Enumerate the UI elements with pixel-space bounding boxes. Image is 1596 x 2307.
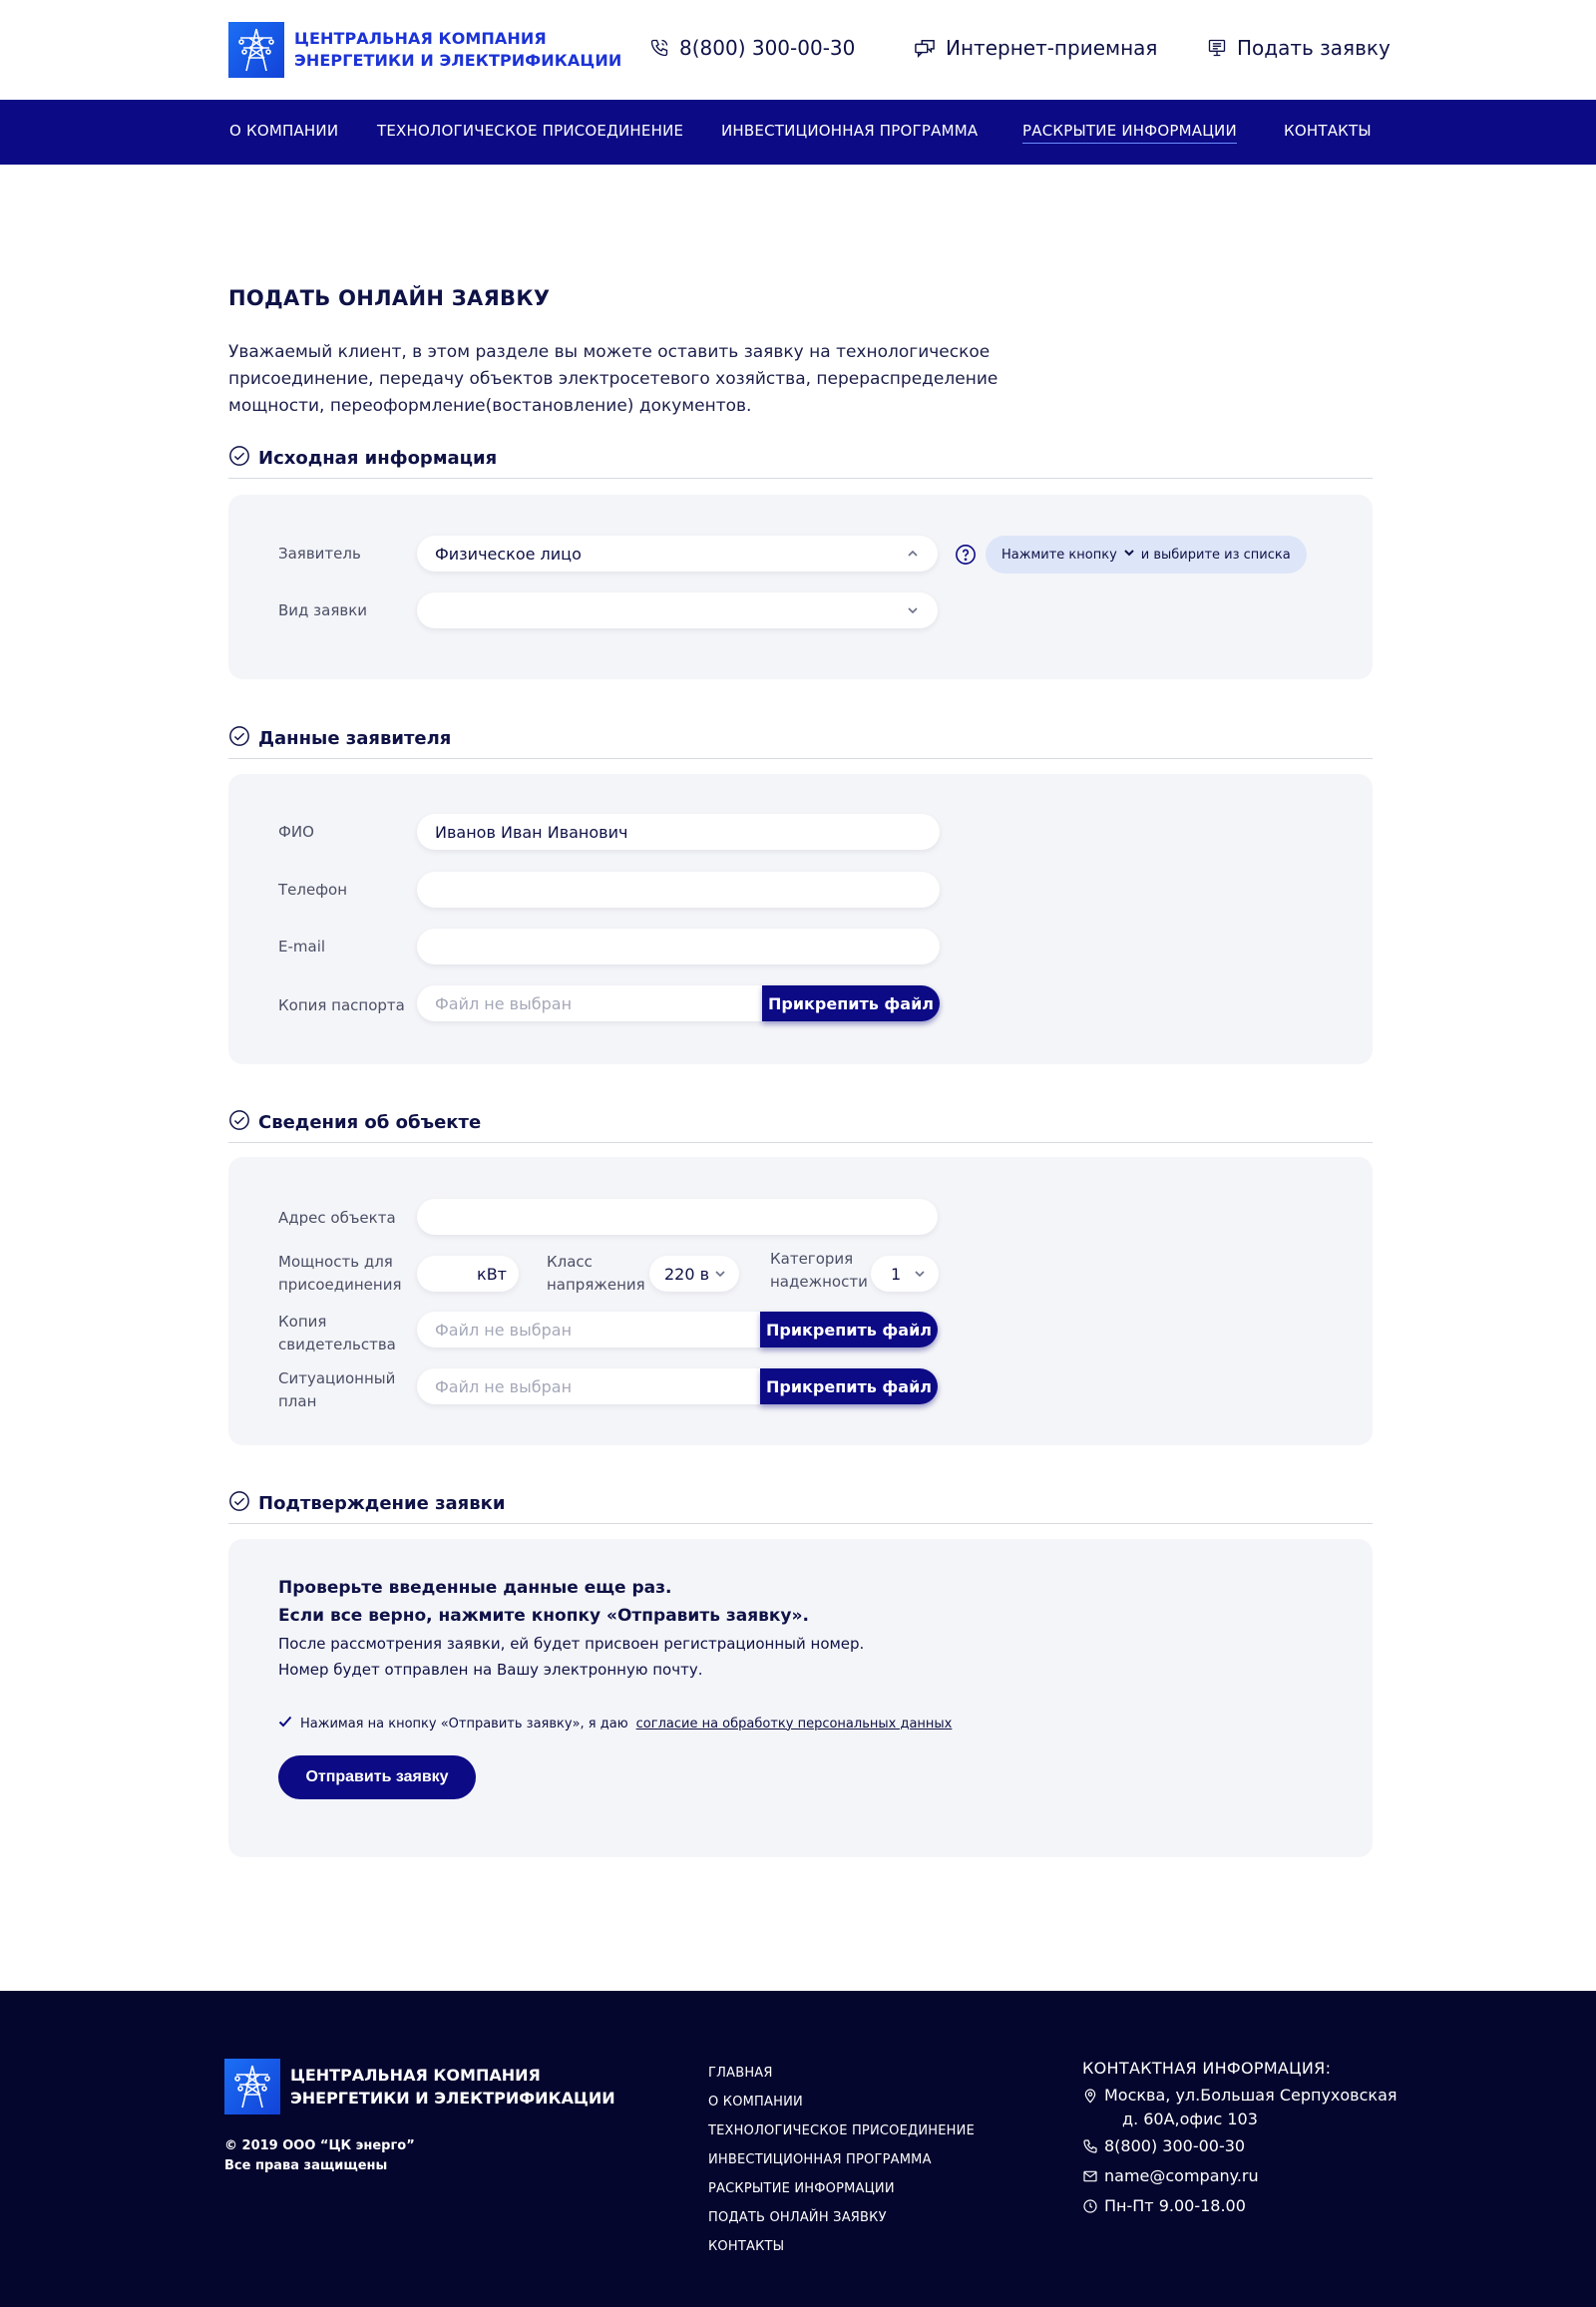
chevron-down-icon	[913, 1267, 927, 1281]
footer-logo-line-2: ЭНЕРГЕТИКИ И ЭЛЕКТРИФИКАЦИИ	[290, 2089, 615, 2108]
address-line-1: Москва, ул.Большая Серпуховская	[1104, 2086, 1397, 2105]
applicant-value: Физическое лицо	[435, 544, 582, 564]
address-text	[1104, 2084, 1397, 2131]
phone-input[interactable]	[417, 872, 940, 908]
consent-checkbox-check-icon[interactable]	[278, 1716, 292, 1731]
section-confirm-head	[228, 1490, 1373, 1524]
power-label	[278, 1251, 401, 1297]
footer-phone-text: 8(800) 300-00-30	[1104, 2136, 1246, 2155]
copyright-line-1: © 2019 ООО “ЦК энерго”	[224, 2138, 415, 2153]
logo-line-1: ЦЕНТРАЛЬНАЯ КОМПАНИЯ	[294, 29, 547, 48]
applicant-select[interactable]	[417, 536, 938, 572]
check-circle-icon	[228, 1109, 250, 1136]
footer-logo[interactable]	[224, 2059, 615, 2115]
address-line-2: д. 60А,офис 103	[1122, 2110, 1258, 2128]
intro-text: Уважаемый клиент, в этом разделе вы можете оставить заявку на технологическое присоединение, передачу объектов электросетевого хозяйства, перераспределение мощности, переоформление(востановление) документов.	[228, 342, 998, 416]
contacts-title: КОНТАКТНАЯ ИНФОРМАЦИЯ:	[1082, 2059, 1332, 2078]
footer-email-text: name@company.ru	[1104, 2166, 1259, 2185]
site-plan-file-input[interactable]	[417, 1368, 938, 1404]
nav-item-contacts[interactable]: КОНТАКТЫ	[1284, 122, 1372, 140]
footer-nav-disclosure[interactable]: РАСКРЫТИЕ ИНФОРМАЦИИ	[708, 2181, 895, 2196]
email-input[interactable]	[417, 929, 940, 964]
section-object-head	[228, 1109, 1373, 1143]
voltage-label-line-1: Класс	[547, 1253, 593, 1271]
passport-attach-button[interactable]: Прикрепить файл	[762, 985, 940, 1021]
power-input[interactable]	[417, 1256, 519, 1292]
section-title: Исходная информация	[258, 448, 498, 469]
plan-attach-button[interactable]: Прикрепить файл	[760, 1368, 938, 1404]
consent-row	[278, 1716, 952, 1731]
reliability-label-line-2: надежности	[770, 1273, 868, 1291]
confirm-note-2: Номер будет отправлен на Вашу электронную почту.	[278, 1661, 703, 1679]
footer-nav-about[interactable]: О КОМПАНИИ	[708, 2095, 803, 2110]
voltage-value: 220 в	[664, 1264, 710, 1284]
nav-item-tech-connection[interactable]: ТЕХНОЛОГИЧЕСКОЕ ПРИСОЕДИНЕНИЕ	[377, 122, 684, 140]
section-title: Сведения об объекте	[258, 1112, 482, 1133]
confirm-heading-2: Если все верно, нажмите кнопку «Отправить заявку».	[278, 1606, 809, 1626]
address-label: Адрес объекта	[278, 1209, 396, 1227]
footer-nav-investment[interactable]: ИНВЕСТИЦИОННАЯ ПРОГРАММА	[708, 2152, 932, 2167]
passport-label: Копия паспорта	[278, 996, 405, 1014]
certificate-label-line-2: свидетельства	[278, 1336, 396, 1353]
confirm-note-1: После рассмотрения заявки, ей будет присвоен регистрационный номер.	[278, 1635, 865, 1653]
address-input[interactable]	[417, 1199, 938, 1235]
reliability-label	[770, 1248, 868, 1294]
header-reception-text: Интернет-приемная	[946, 36, 1158, 60]
hint-text-1: Нажмите кнопку	[1001, 547, 1117, 563]
power-unit: кВт	[477, 1264, 507, 1284]
voltage-label	[547, 1251, 645, 1297]
submit-request-button[interactable]: Отправить заявку	[278, 1755, 476, 1799]
site-plan-label	[278, 1367, 395, 1413]
section-title: Данные заявителя	[258, 728, 452, 749]
email-label: E-mail	[278, 938, 326, 956]
plan-placeholder: Файл не выбран	[435, 1376, 573, 1396]
footer-phone[interactable]	[1082, 2134, 1397, 2161]
fio-value: Иванов Иван Иванович	[435, 822, 628, 842]
footer-nav-home[interactable]: ГЛАВНАЯ	[708, 2066, 773, 2081]
hint-text-2: и выбирите из списка	[1140, 547, 1291, 563]
phone-icon	[1082, 2134, 1098, 2161]
nav-item-investment[interactable]: ИНВЕСТИЦИОННАЯ ПРОГРАММА	[721, 122, 979, 140]
certificate-attach-button[interactable]: Прикрепить файл	[760, 1312, 938, 1347]
section-title: Подтверждение заявки	[258, 1493, 506, 1514]
header-submit-text: Подать заявку	[1237, 36, 1391, 60]
section-applicant-head	[228, 725, 1373, 759]
chevron-down-icon	[1123, 547, 1135, 563]
applicant-label: Заявитель	[278, 545, 361, 563]
check-circle-icon	[228, 1490, 250, 1517]
chevron-down-icon	[906, 603, 920, 617]
nav-item-about[interactable]: О КОМПАНИИ	[229, 122, 339, 140]
footer-hours-text: Пн-Пт 9.00-18.00	[1104, 2196, 1246, 2215]
consent-link[interactable]: согласие на обработку персональных данных	[635, 1716, 953, 1731]
power-label-line-1: Мощность для	[278, 1253, 393, 1271]
plan-label-line-2: план	[278, 1392, 317, 1410]
help-question-icon[interactable]	[955, 544, 977, 570]
phone-label: Телефон	[278, 881, 348, 899]
footer-email[interactable]	[1082, 2164, 1397, 2191]
clock-icon	[1082, 2194, 1098, 2221]
reliability-label-line-1: Категория	[770, 1250, 854, 1268]
mail-icon	[1082, 2164, 1098, 2191]
reliability-select[interactable]	[871, 1256, 939, 1292]
confirm-heading-1: Проверьте введенные данные еще раз.	[278, 1578, 672, 1598]
footer-logo-text	[290, 2064, 615, 2110]
footer-nav-contacts[interactable]: КОНТАКТЫ	[708, 2239, 785, 2254]
logo-line-2: ЭНЕРГЕТИКИ И ЭЛЕКТРИФИКАЦИИ	[294, 51, 622, 70]
chevron-down-icon	[713, 1267, 727, 1281]
certificate-label	[278, 1311, 396, 1356]
fio-input[interactable]	[417, 814, 940, 850]
passport-placeholder: Файл не выбран	[435, 993, 573, 1013]
footer-logo-line-1: ЦЕНТРАЛЬНАЯ КОМПАНИЯ	[290, 2066, 541, 2085]
voltage-select[interactable]	[649, 1256, 739, 1292]
power-tower-logo-icon	[224, 2059, 280, 2115]
reliability-value: 1	[891, 1264, 902, 1284]
request-type-select[interactable]	[417, 592, 938, 628]
power-label-line-2: присоединения	[278, 1276, 402, 1294]
location-pin-icon	[1082, 2084, 1098, 2111]
certificate-file-input[interactable]	[417, 1312, 938, 1347]
certificate-placeholder: Файл не выбран	[435, 1320, 573, 1340]
consent-text: Нажимая на кнопку «Отправить заявку», я даю	[300, 1716, 628, 1731]
chevron-up-icon	[906, 547, 920, 561]
footer-address	[1082, 2084, 1397, 2131]
site-footer	[0, 1991, 1596, 2307]
nav-item-disclosure[interactable]: РАСКРЫТИЕ ИНФОРМАЦИИ	[1022, 122, 1237, 144]
check-circle-icon	[228, 725, 250, 752]
check-circle-icon	[228, 445, 250, 472]
footer-contacts	[1082, 2059, 1397, 2224]
certificate-label-line-1: Копия	[278, 1313, 327, 1331]
footer-nav-tech-connection[interactable]: ТЕХНОЛОГИЧЕСКОЕ ПРИСОЕДИНЕНИЕ	[708, 2123, 975, 2138]
voltage-label-line-2: напряжения	[547, 1276, 645, 1294]
page-title: ПОДАТЬ ОНЛАЙН ЗАЯВКУ	[228, 286, 551, 310]
footer-copyright	[224, 2136, 415, 2176]
request-type-label: Вид заявки	[278, 601, 368, 619]
header-phone-text: 8(800) 300-00-30	[679, 36, 856, 60]
copyright-line-2: Все права защищены	[224, 2158, 388, 2173]
passport-file-input[interactable]	[417, 985, 940, 1021]
footer-nav	[708, 2059, 975, 2261]
section-initial-info-head	[228, 445, 1373, 479]
initial-info-panel	[228, 495, 1373, 679]
fio-label: ФИО	[278, 823, 314, 841]
select-hint-tooltip	[986, 536, 1307, 574]
footer-nav-online-request[interactable]: ПОДАТЬ ОНЛАЙН ЗАЯВКУ	[708, 2210, 887, 2225]
plan-label-line-1: Ситуационный	[278, 1369, 396, 1387]
footer-hours	[1082, 2194, 1397, 2221]
